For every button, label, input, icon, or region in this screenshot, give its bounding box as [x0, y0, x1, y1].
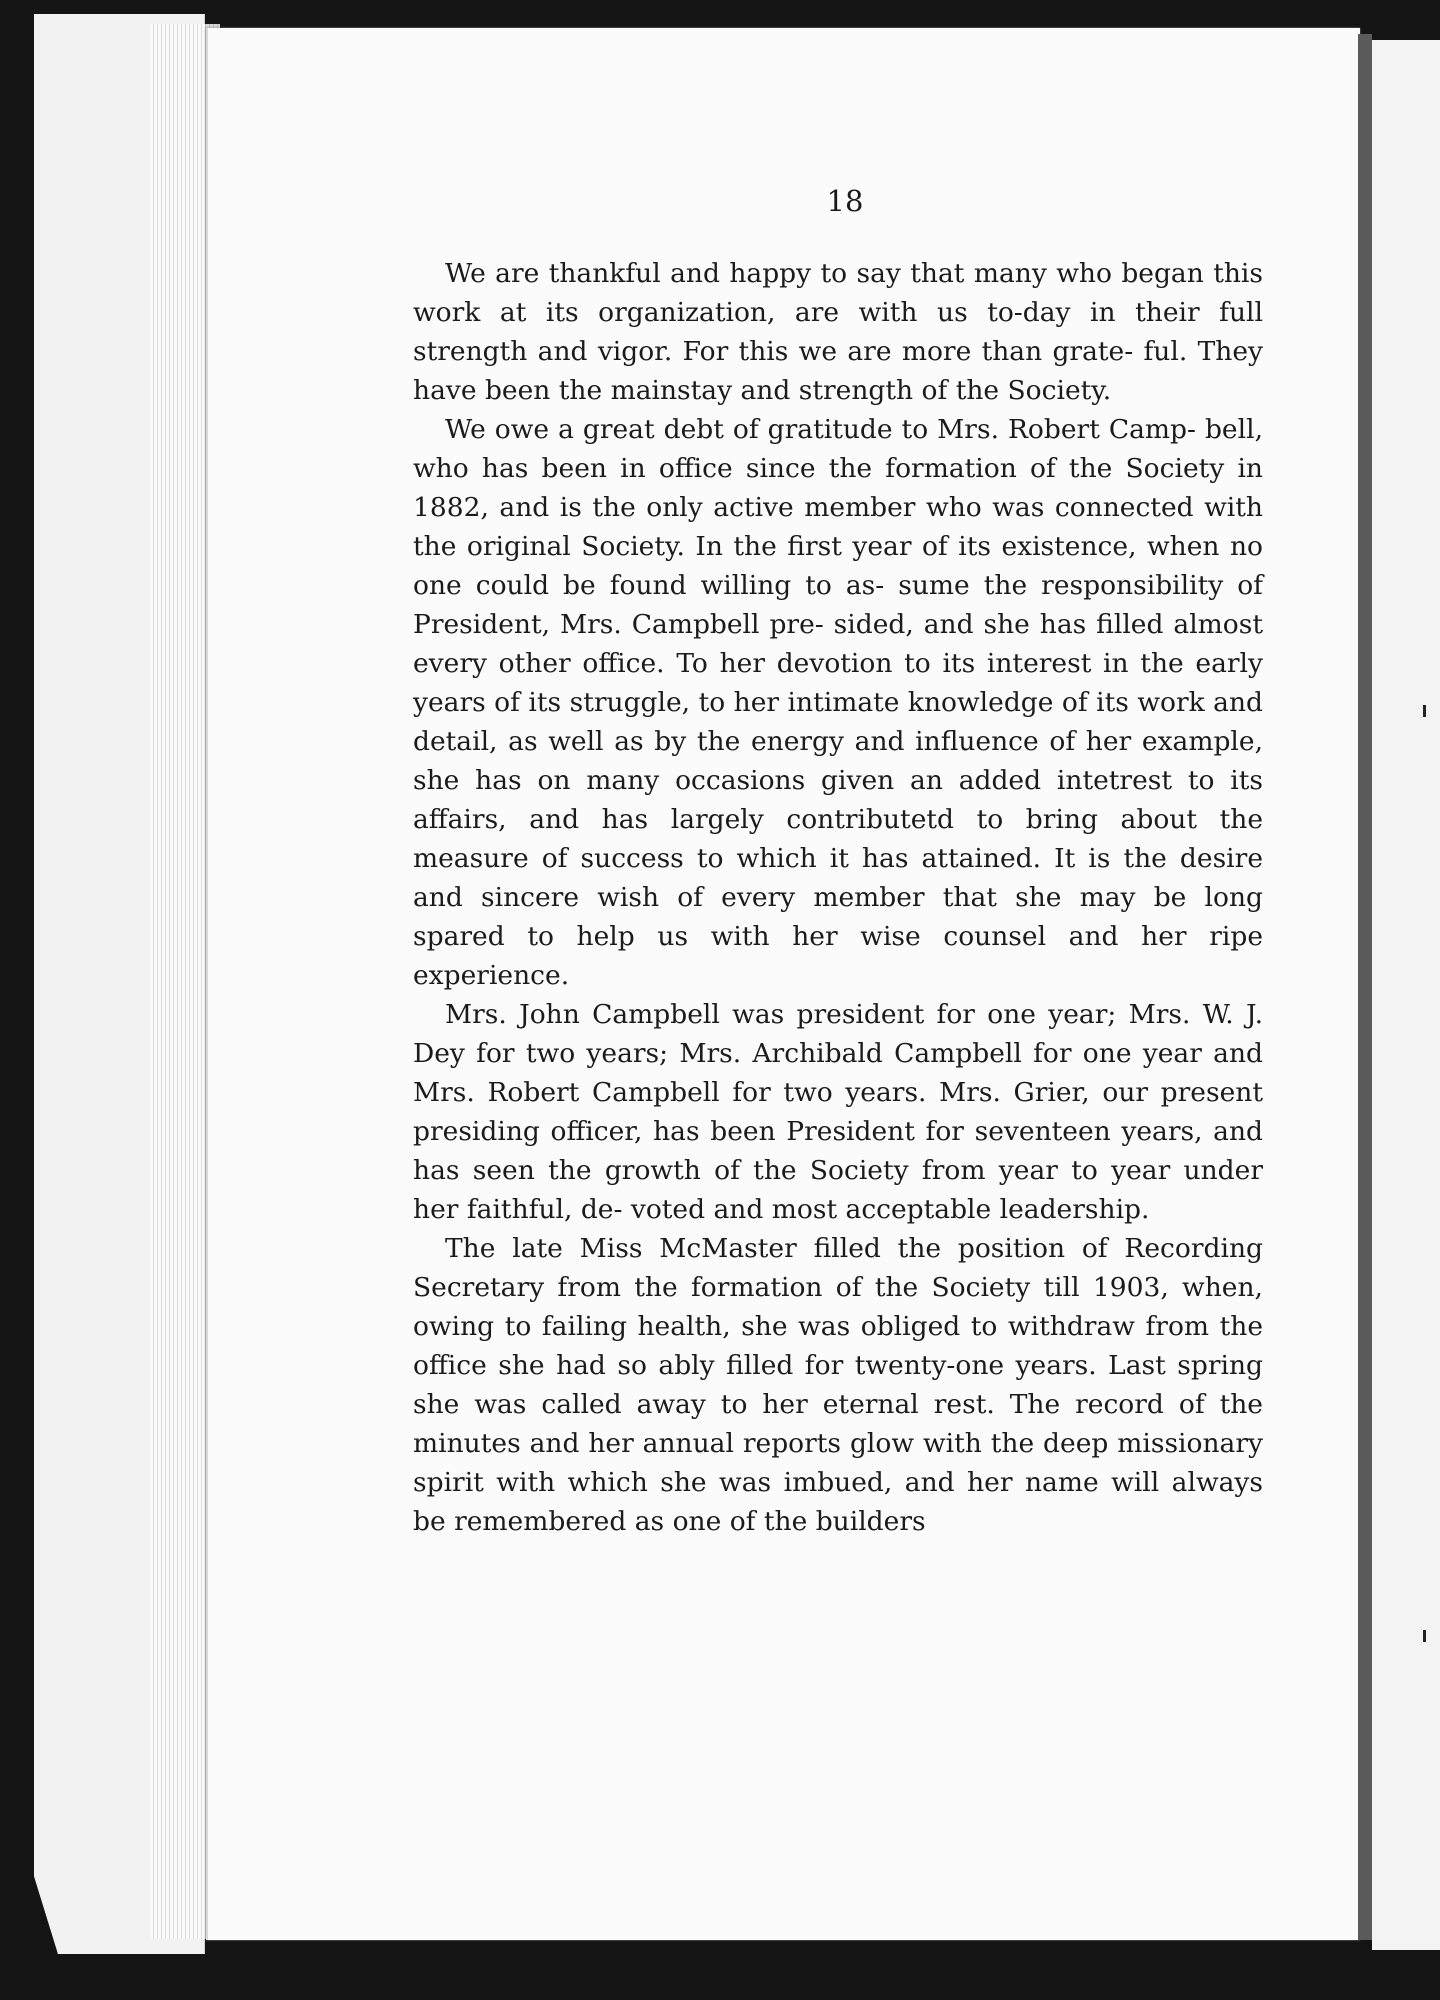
- paragraph: We are thankful and happy to say that many who began this work at its organization, are with us to-day in their full strength and vigor. For this we are more than grate- ful. They have been the mainstay and strength of the Society.: [413, 258, 1263, 406]
- scan-mark: [1423, 705, 1426, 717]
- page-text: [413, 254, 1263, 1541]
- scan-mark: [1423, 1630, 1426, 1642]
- paragraph: The late Miss McMaster filled the position of Recording Secretary from the formation of the Society till 1903, when, owing to failing health, she was obliged to withdraw from the office she had so ably filled for twenty-one years. Last spring she was called away to her eternal rest. The record of the minutes and her annual reports glow with the deep missionary spirit with which she was imbued, and her name will always be remembered as one of the builders: [413, 1233, 1263, 1537]
- book-spine: [1358, 34, 1372, 1940]
- paragraph: Mrs. John Campbell was president for one year; Mrs. W. J. Dey for two years; Mrs. Archibald Campbell for one year and Mrs. Robert Campbell for two years. Mrs. Grier, our present presiding officer, has been President for seventeen years, and has seen the growth of the Society from year to year under her faithful, de- voted and most acceptable leadership.: [413, 999, 1263, 1225]
- right-page-strip: [1372, 40, 1440, 1950]
- page-number: 18: [826, 184, 864, 218]
- paragraph: We owe a great debt of gratitude to Mrs. Robert Camp- bell, who has been in office since the formation of the Society in 1882, and is the only active member who was connected with the original Society. In the first year of its existence, when no one could be found willing to as- sume the responsibility of President, Mrs. Campbell pre- sided, and she has filled almost every other office. To her devotion to its interest in the early years of its struggle, to her intimate knowledge of its work and detail, as well as by the energy and influence of her example, she has on many occasions given an added intetrest to its affairs, and has largely contributetd to bring about the measure of success to which it has attained. It is the desire and sincere wish of every member that she may be long spared to help us with her wise counsel and her ripe experience.: [413, 414, 1263, 991]
